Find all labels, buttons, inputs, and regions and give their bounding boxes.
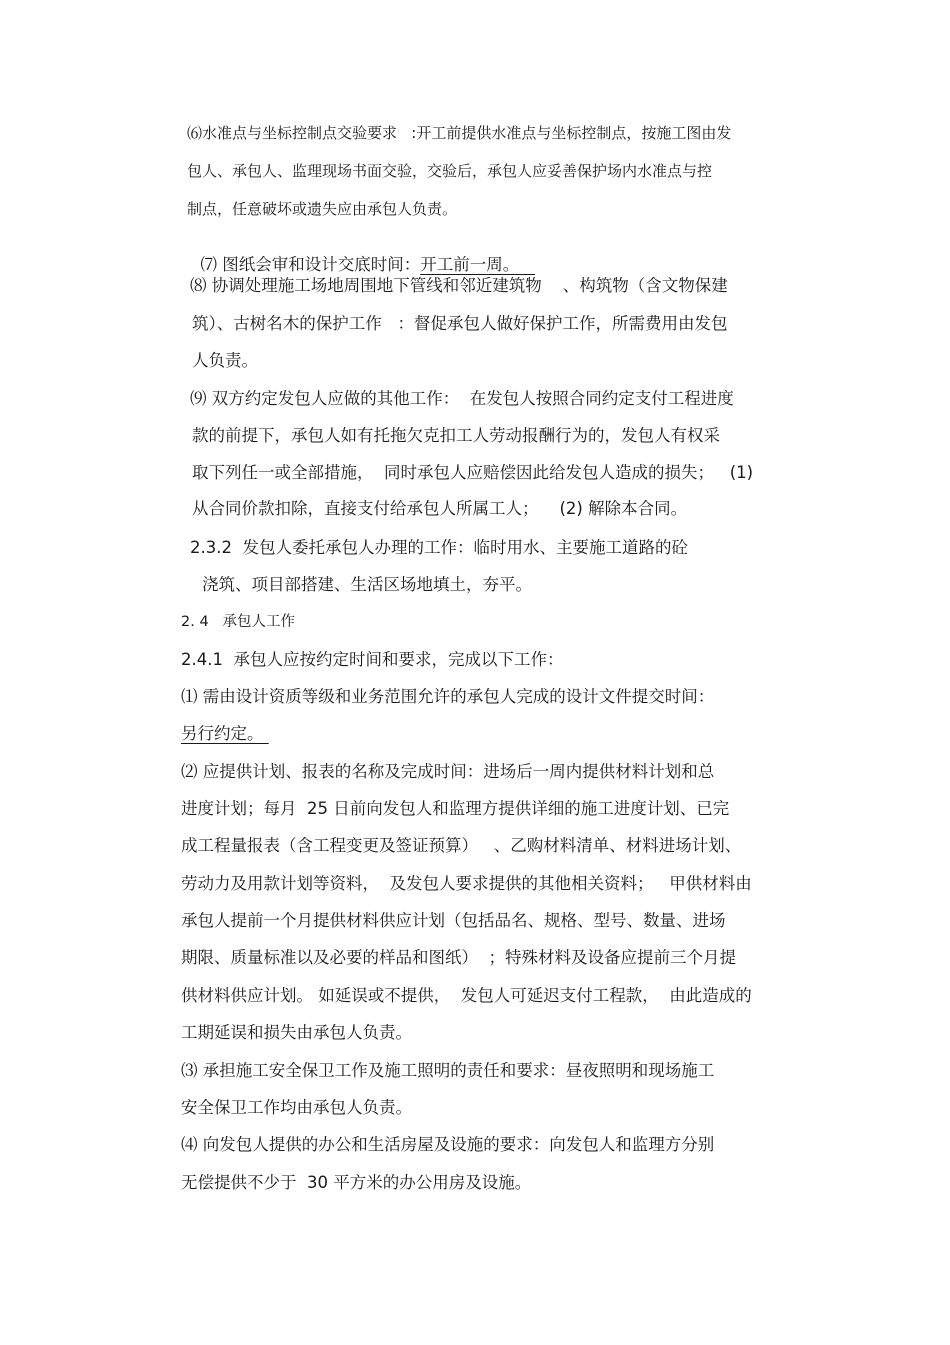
paragraph-line: 劳动力及用款计划等资料， 及发包人要求提供的其他相关资料； 甲供材料由 xyxy=(181,874,752,893)
paragraph-line: ⑶ 承担施工安全保卫工作及施工照明的责任和要求：昼夜照明和现场施工 xyxy=(181,1061,715,1080)
underlined-text: 另行约定。 xyxy=(181,724,269,743)
underlined-text: 开工前一周。 xyxy=(420,254,535,274)
paragraph-line: 承包人提前一个月提供材料供应计划（包括品名、规格、型号、数量、进场 xyxy=(181,911,726,930)
paragraph-line: 款的前提下，承包人如有托拖欠克扣工人劳动报酬行为的，发包人有权采 xyxy=(192,426,720,445)
paragraph-line: 包人、承包人、监理现场书面交验，交验后，承包人应妥善保护场内水准点与控 xyxy=(187,162,713,180)
paragraph-line: 取下列任一或全部措施， 同时承包人应赔偿因此给发包人造成的损失； (1) xyxy=(192,463,754,482)
paragraph-line: 工期延误和损失由承包人负责。 xyxy=(181,1023,412,1042)
paragraph-line: 无偿提供不少于 30 平方米的办公用房及设施。 xyxy=(181,1173,532,1192)
line-text: ⑺ 图纸会审和设计交底时间： xyxy=(200,254,421,274)
paragraph-line: 2.4.1 承包人应按约定时间和要求，完成以下工作： xyxy=(181,650,564,669)
paragraph-line: 筑）、古树名木的保护工作 ：督促承包人做好保护工作，所需费用由发包 xyxy=(192,314,728,333)
paragraph-line: 进度计划；每月 25 日前向发包人和监理方提供详细的施工进度计划、已完 xyxy=(181,799,730,818)
paragraph-line: 人负责。 xyxy=(192,351,258,370)
paragraph-line: 制点，任意破坏或遗失应由承包人负责。 xyxy=(187,200,458,218)
paragraph-line: 供材料供应计划。 如延误或不提供， 发包人可延迟支付工程款， 由此造成的 xyxy=(181,986,752,1005)
paragraph-line: 安全保卫工作均由承包人负责。 xyxy=(181,1098,412,1117)
paragraph-line: ⑴ 需由设计资质等级和业务范围允许的承包人完成的设计文件提交时间： xyxy=(181,687,715,706)
paragraph-line: ⑷ 向发包人提供的办公和生活房屋及设施的要求：向发包人和监理方分别 xyxy=(181,1135,715,1154)
paragraph-line: ⑻ 协调处理施工场地周围地下管线和邻近建筑物 、构筑物（含文物保建 xyxy=(190,276,728,295)
paragraph-line: 从合同价款扣除，直接支付给承包人所属工人； (2) 解除本合同。 xyxy=(192,499,688,518)
paragraph-line: ⑹水准点与坐标控制点交验要求 :开工前提供水准点与坐标控制点，按施工图由发 xyxy=(187,124,732,142)
paragraph-line: 浇筑、项目部搭建、生活区场地填土，夯平。 xyxy=(202,575,532,594)
paragraph-line xyxy=(190,240,535,273)
section-heading: 2. 4 承包人工作 xyxy=(181,614,295,630)
paragraph-line: 成工程量报表（含工程变更及签证预算） 、乙购材料清单、材料进场计划、 xyxy=(181,836,742,855)
paragraph-line: 2.3.2 发包人委托承包人办理的工作：临时用水、主要施工道路的砼 xyxy=(190,538,688,557)
paragraph-line: ⑼ 双方约定发包人应做的其他工作： 在发包人按照合同约定支付工程进度 xyxy=(190,389,734,408)
paragraph-line: ⑵ 应提供计划、报表的名称及完成时间：进场后一周内提供材料计划和总 xyxy=(181,762,715,781)
paragraph-line: 期限、质量标准以及必要的样品和图纸） ；特殊材料及设备应提前三个月提 xyxy=(181,948,736,967)
